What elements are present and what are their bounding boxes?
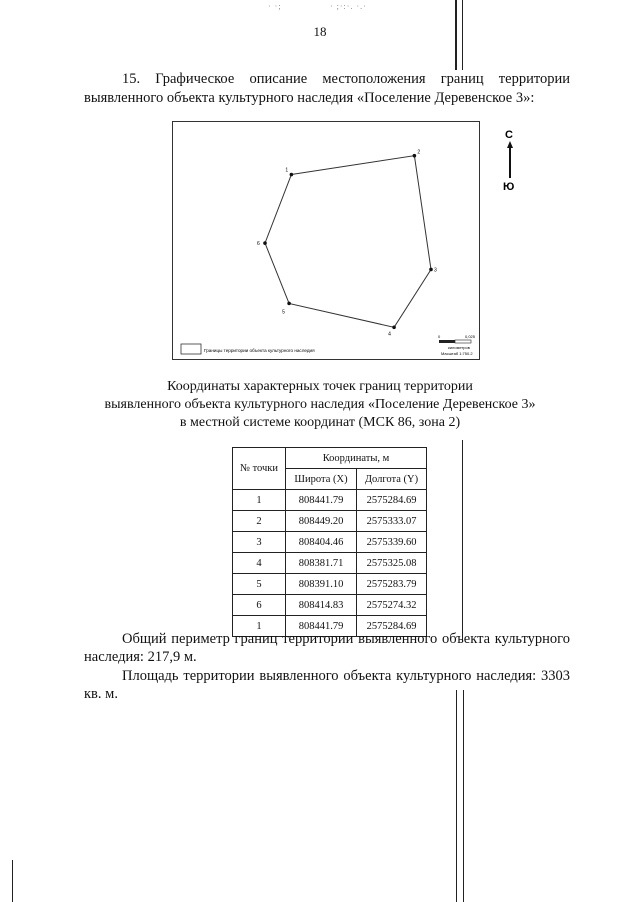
cell-point: 2 <box>233 511 286 532</box>
scale-end: 0,025 <box>465 334 476 339</box>
cell-lat: 808404.46 <box>286 532 357 553</box>
compass-widget <box>503 128 517 194</box>
coordinates-table <box>232 447 427 637</box>
perimeter-text: Общий периметр границ территории выявленного объекта культурного наследия: 217,9 м. <box>84 631 570 665</box>
scale-unit: километров <box>448 345 470 350</box>
compass-south-text: Ю <box>503 181 515 193</box>
cell-lat: 808449.20 <box>286 511 357 532</box>
boundary-points <box>257 150 437 338</box>
cell-lon: 2575274.32 <box>357 595 427 616</box>
boundary-point-label: 1 <box>285 167 289 174</box>
col-header-coords: Координаты, м <box>286 448 427 469</box>
coords-caption-line2: выявленного объекта культурного наследия «Поселение Деревенское 3» <box>104 397 536 412</box>
cell-lon: 2575333.07 <box>357 511 427 532</box>
boundary-point-label: 3 <box>434 267 437 274</box>
col-header-point: № точки <box>233 448 286 490</box>
table-row <box>233 511 427 532</box>
cell-lon: 2575284.69 <box>357 616 427 637</box>
section-heading-text: Графическое описание местоположения границ территории выявленного объекта культурного наследия «Поселение Деревенское 3»: <box>84 71 570 106</box>
section-heading <box>84 70 570 108</box>
coords-caption-line3: в местной системе координат (МСК 86, зона 2) <box>179 415 461 430</box>
scan-artifact-line <box>12 860 13 902</box>
cell-lon: 2575339.60 <box>357 532 427 553</box>
cell-lat: 808391.10 <box>286 574 357 595</box>
perimeter-paragraph <box>84 630 570 666</box>
scan-noise: · ;·:·. ·.· <box>330 2 367 11</box>
table-row <box>233 553 427 574</box>
compass-svg <box>503 128 517 194</box>
cell-lat: 808381.71 <box>286 553 357 574</box>
table-row <box>233 532 427 553</box>
boundary-map <box>172 121 480 360</box>
boundary-point-label: 6 <box>257 241 260 248</box>
cell-lat: 808414.83 <box>286 595 357 616</box>
map-legend <box>181 344 315 354</box>
scan-artifact-line <box>463 690 464 902</box>
area-paragraph <box>84 667 570 703</box>
table-row <box>233 574 427 595</box>
cell-lon: 2575283.79 <box>357 574 427 595</box>
boundary-point <box>263 241 267 245</box>
cell-lon: 2575284.69 <box>357 490 427 511</box>
table-row <box>233 595 427 616</box>
compass-arrowhead <box>507 141 513 148</box>
coords-caption-line1: Координаты характерных точек границ территории <box>167 379 473 394</box>
col-header-lon: Долгота (Y) <box>357 469 427 490</box>
boundary-point <box>290 173 294 177</box>
boundary-point <box>392 326 396 330</box>
legend-text: Границы территории объекта культурного наследия <box>204 348 315 353</box>
boundary-point-label: 5 <box>282 309 285 316</box>
scan-artifact-line <box>462 440 463 640</box>
boundary-point-label: 2 <box>417 149 421 156</box>
compass-north-text: С <box>505 129 513 141</box>
scan-artifact-line <box>456 690 457 902</box>
section-number: 15. <box>122 71 141 87</box>
boundary-map-svg <box>173 122 481 361</box>
scale-bar <box>438 334 476 356</box>
cell-point: 1 <box>233 616 286 637</box>
cell-point: 3 <box>233 532 286 553</box>
col-header-lat: Широта (X) <box>286 469 357 490</box>
boundary-point-label: 4 <box>388 331 391 338</box>
area-text: Площадь территории выявленного объекта культурного наследия: 3303 кв. м. <box>84 668 570 702</box>
scan-noise: · ·; <box>268 2 282 11</box>
table-row <box>233 490 427 511</box>
cell-point: 6 <box>233 595 286 616</box>
cell-point: 5 <box>233 574 286 595</box>
cell-point: 4 <box>233 553 286 574</box>
boundary-point <box>413 154 417 158</box>
cell-lat: 808441.79 <box>286 490 357 511</box>
cell-lon: 2575325.08 <box>357 553 427 574</box>
scale-start: 0 <box>438 334 441 339</box>
legend-swatch <box>181 344 201 354</box>
page-number: 18 <box>313 24 327 39</box>
cell-lat: 808441.79 <box>286 616 357 637</box>
boundary-point <box>429 268 433 272</box>
boundary-point <box>287 302 291 306</box>
scale-ratio: Масштаб 1:750.2 <box>441 351 473 356</box>
boundary-polygon <box>265 156 431 328</box>
cell-point: 1 <box>233 490 286 511</box>
